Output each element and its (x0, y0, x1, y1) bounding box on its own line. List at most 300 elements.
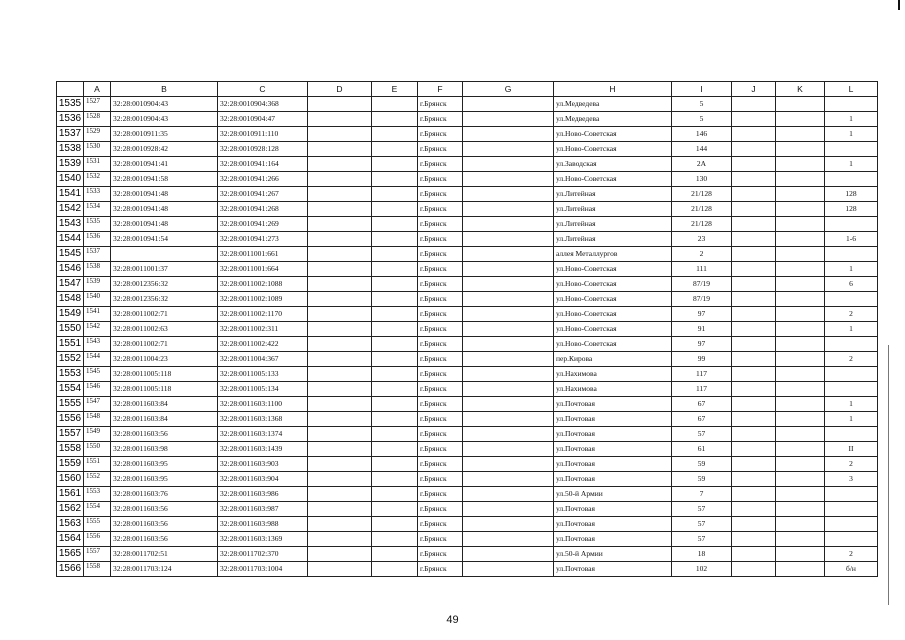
cell-c: 32:28:0010941:266 (218, 172, 308, 187)
cell-k (776, 247, 825, 262)
cell-e (372, 442, 418, 457)
cell-f: г.Брянск (418, 427, 463, 442)
cell-g (463, 217, 554, 232)
cell-a: 1546 (84, 382, 111, 397)
row-number: 1564 (57, 532, 84, 547)
cell-j (732, 232, 776, 247)
cell-h: ул.50-й Армии (554, 487, 672, 502)
table-row (57, 367, 878, 382)
cell-b: 32:28:0010941:58 (111, 172, 218, 187)
cell-c: 32:28:0011603:1374 (218, 427, 308, 442)
cell-h: ул.Почтовая (554, 532, 672, 547)
cell-g (463, 307, 554, 322)
cell-a: 1543 (84, 337, 111, 352)
cell-l: 2 (825, 547, 878, 562)
cell-b: 32:28:0012356:32 (111, 277, 218, 292)
cell-g (463, 292, 554, 307)
cell-e (372, 472, 418, 487)
row-number: 1552 (57, 352, 84, 367)
cell-i: 23 (672, 232, 732, 247)
cell-f: г.Брянск (418, 517, 463, 532)
cell-c: 32:28:0011603:1368 (218, 412, 308, 427)
cell-l: 128 (825, 187, 878, 202)
cell-k (776, 127, 825, 142)
row-number: 1536 (57, 112, 84, 127)
cell-i: 57 (672, 427, 732, 442)
cell-h: ул.Почтовая (554, 457, 672, 472)
cell-i: 18 (672, 547, 732, 562)
cell-a: 1532 (84, 172, 111, 187)
cell-a: 1548 (84, 412, 111, 427)
table-row (57, 457, 878, 472)
cell-g (463, 562, 554, 577)
cell-i: 59 (672, 457, 732, 472)
cell-l: б/н (825, 562, 878, 577)
cell-i: 117 (672, 367, 732, 382)
cell-l (825, 217, 878, 232)
cell-j (732, 547, 776, 562)
column-header: I (672, 82, 732, 97)
cell-f: г.Брянск (418, 142, 463, 157)
table-row (57, 382, 878, 397)
cell-d (308, 502, 372, 517)
cell-i: 97 (672, 337, 732, 352)
cell-k (776, 487, 825, 502)
cell-c: 32:28:0011002:1088 (218, 277, 308, 292)
table-row (57, 217, 878, 232)
cell-f: г.Брянск (418, 172, 463, 187)
cell-i: 146 (672, 127, 732, 142)
cell-i: 57 (672, 517, 732, 532)
cell-g (463, 142, 554, 157)
row-number: 1557 (57, 427, 84, 442)
cell-c: 32:28:0010941:268 (218, 202, 308, 217)
row-number: 1542 (57, 202, 84, 217)
table-row (57, 472, 878, 487)
cell-l: 1-6 (825, 232, 878, 247)
cell-c: 32:28:0010941:164 (218, 157, 308, 172)
cell-d (308, 532, 372, 547)
cell-b: 32:28:0010941:48 (111, 202, 218, 217)
cell-i: 87/19 (672, 277, 732, 292)
cell-e (372, 427, 418, 442)
cell-c: 32:28:0010941:273 (218, 232, 308, 247)
table-row (57, 532, 878, 547)
cell-l: 128 (825, 202, 878, 217)
cell-c: 32:28:0011603:986 (218, 487, 308, 502)
cell-h: ул.Почтовая (554, 412, 672, 427)
cell-e (372, 532, 418, 547)
cell-l (825, 487, 878, 502)
cell-f: г.Брянск (418, 412, 463, 427)
cell-a: 1544 (84, 352, 111, 367)
cell-d (308, 547, 372, 562)
cell-e (372, 307, 418, 322)
cell-j (732, 307, 776, 322)
cell-a: 1545 (84, 367, 111, 382)
cell-b: 32:28:0010928:42 (111, 142, 218, 157)
cell-k (776, 367, 825, 382)
cell-d (308, 397, 372, 412)
cell-f: г.Брянск (418, 277, 463, 292)
row-number: 1551 (57, 337, 84, 352)
cell-k (776, 442, 825, 457)
cell-a: 1540 (84, 292, 111, 307)
cell-l (825, 532, 878, 547)
row-number: 1537 (57, 127, 84, 142)
cell-d (308, 517, 372, 532)
cell-f: г.Брянск (418, 187, 463, 202)
cell-a: 1549 (84, 427, 111, 442)
row-number: 1541 (57, 187, 84, 202)
cell-k (776, 562, 825, 577)
cell-a: 1547 (84, 397, 111, 412)
row-number: 1559 (57, 457, 84, 472)
cell-h: ул.Почтовая (554, 562, 672, 577)
cell-c: 32:28:0011001:664 (218, 262, 308, 277)
cell-c: 32:28:0010941:269 (218, 217, 308, 232)
table-row (57, 442, 878, 457)
cell-d (308, 292, 372, 307)
cell-a: 1531 (84, 157, 111, 172)
table-row (57, 517, 878, 532)
cell-f: г.Брянск (418, 217, 463, 232)
table-row (57, 142, 878, 157)
cell-h: ул.Литейная (554, 202, 672, 217)
cell-f: г.Брянск (418, 502, 463, 517)
cell-g (463, 112, 554, 127)
cell-f: г.Брянск (418, 292, 463, 307)
table-row (57, 247, 878, 262)
cell-d (308, 457, 372, 472)
cell-e (372, 487, 418, 502)
column-header: D (308, 82, 372, 97)
cell-c: 32:28:0011002:422 (218, 337, 308, 352)
cell-f: г.Брянск (418, 322, 463, 337)
cell-g (463, 277, 554, 292)
cell-j (732, 337, 776, 352)
cell-i: 2 (672, 247, 732, 262)
cell-d (308, 322, 372, 337)
cell-b: 32:28:0011603:98 (111, 442, 218, 457)
cell-a: 1556 (84, 532, 111, 547)
cell-e (372, 262, 418, 277)
column-header: G (463, 82, 554, 97)
cell-a: 1553 (84, 487, 111, 502)
cell-g (463, 262, 554, 277)
cell-l (825, 172, 878, 187)
cell-f: г.Брянск (418, 472, 463, 487)
cell-e (372, 202, 418, 217)
cell-g (463, 172, 554, 187)
cell-j (732, 277, 776, 292)
cell-h: ул.Литейная (554, 232, 672, 247)
cell-i: 5 (672, 97, 732, 112)
cell-e (372, 352, 418, 367)
table-row (57, 562, 878, 577)
cell-e (372, 562, 418, 577)
row-number: 1548 (57, 292, 84, 307)
cell-e (372, 547, 418, 562)
cell-f: г.Брянск (418, 352, 463, 367)
cell-j (732, 142, 776, 157)
table-row (57, 277, 878, 292)
cell-e (372, 217, 418, 232)
cell-b: 32:28:0011702:51 (111, 547, 218, 562)
cell-f: г.Брянск (418, 202, 463, 217)
row-number: 1562 (57, 502, 84, 517)
row-number: 1561 (57, 487, 84, 502)
cell-j (732, 292, 776, 307)
cell-a: 1550 (84, 442, 111, 457)
column-header-row (57, 82, 878, 97)
table-row (57, 157, 878, 172)
cell-h: ул.Почтовая (554, 427, 672, 442)
cell-l (825, 292, 878, 307)
table-row (57, 187, 878, 202)
cell-g (463, 457, 554, 472)
cell-g (463, 232, 554, 247)
cell-a: 1529 (84, 127, 111, 142)
row-number: 1543 (57, 217, 84, 232)
cell-g (463, 472, 554, 487)
column-header: J (732, 82, 776, 97)
cell-f: г.Брянск (418, 382, 463, 397)
cell-j (732, 202, 776, 217)
cell-b: 32:28:0011002:71 (111, 307, 218, 322)
cell-j (732, 352, 776, 367)
cell-e (372, 232, 418, 247)
cell-e (372, 457, 418, 472)
cell-h: ул.Почтовая (554, 472, 672, 487)
cell-c: 32:28:0011603:903 (218, 457, 308, 472)
cell-a: 1542 (84, 322, 111, 337)
cell-k (776, 97, 825, 112)
cell-a: 1534 (84, 202, 111, 217)
cell-g (463, 502, 554, 517)
cell-d (308, 127, 372, 142)
cell-d (308, 367, 372, 382)
cell-c: 32:28:0011005:134 (218, 382, 308, 397)
cell-l: 1 (825, 127, 878, 142)
cell-j (732, 112, 776, 127)
row-number: 1546 (57, 262, 84, 277)
cell-e (372, 292, 418, 307)
cell-h: ул.Почтовая (554, 502, 672, 517)
cell-a: 1527 (84, 97, 111, 112)
cell-l: 1 (825, 322, 878, 337)
cell-h: ул.50-й Армии (554, 547, 672, 562)
row-number: 1560 (57, 472, 84, 487)
cell-i: 21/128 (672, 202, 732, 217)
cell-g (463, 517, 554, 532)
cell-e (372, 127, 418, 142)
cell-j (732, 382, 776, 397)
cell-c: 32:28:0011005:133 (218, 367, 308, 382)
row-number: 1544 (57, 232, 84, 247)
cell-k (776, 112, 825, 127)
row-number: 1545 (57, 247, 84, 262)
cell-c: 32:28:0011603:1369 (218, 532, 308, 547)
cell-h: ул.Ново-Советская (554, 262, 672, 277)
cell-j (732, 172, 776, 187)
column-header: E (372, 82, 418, 97)
page-number: 49 (446, 614, 459, 626)
cell-g (463, 187, 554, 202)
cell-b: 32:28:0011603:56 (111, 532, 218, 547)
cell-i: 5 (672, 112, 732, 127)
cell-k (776, 232, 825, 247)
cell-k (776, 547, 825, 562)
cell-f: г.Брянск (418, 112, 463, 127)
cell-c: 32:28:0011002:311 (218, 322, 308, 337)
cell-f: г.Брянск (418, 547, 463, 562)
cell-i: 21/128 (672, 217, 732, 232)
cell-k (776, 292, 825, 307)
cell-k (776, 472, 825, 487)
cell-f: г.Брянск (418, 232, 463, 247)
cell-k (776, 217, 825, 232)
table-row (57, 97, 878, 112)
cell-c: 32:28:0011001:661 (218, 247, 308, 262)
cell-i: 7 (672, 487, 732, 502)
row-number: 1558 (57, 442, 84, 457)
cell-h: ул.Медведева (554, 97, 672, 112)
cell-e (372, 157, 418, 172)
table-row (57, 427, 878, 442)
table-row (57, 502, 878, 517)
cell-d (308, 217, 372, 232)
cell-b: 32:28:0011603:95 (111, 457, 218, 472)
cell-k (776, 187, 825, 202)
cell-j (732, 187, 776, 202)
cell-i: 102 (672, 562, 732, 577)
cell-e (372, 277, 418, 292)
cell-b: 32:28:0011603:56 (111, 517, 218, 532)
row-number: 1547 (57, 277, 84, 292)
cell-d (308, 157, 372, 172)
cell-b (111, 247, 218, 262)
cell-g (463, 442, 554, 457)
cell-d (308, 307, 372, 322)
table-row (57, 487, 878, 502)
cell-b: 32:28:0010904:43 (111, 97, 218, 112)
cell-h: ул.Почтовая (554, 517, 672, 532)
cell-e (372, 502, 418, 517)
cell-b: 32:28:0012356:32 (111, 292, 218, 307)
cell-c: 32:28:0011603:1439 (218, 442, 308, 457)
cell-l (825, 367, 878, 382)
cell-l (825, 337, 878, 352)
cell-e (372, 142, 418, 157)
cell-d (308, 187, 372, 202)
cell-j (732, 532, 776, 547)
column-header: A (84, 82, 111, 97)
cell-j (732, 517, 776, 532)
cell-h: ул.Литейная (554, 217, 672, 232)
cell-c: 32:28:0010904:368 (218, 97, 308, 112)
cell-d (308, 352, 372, 367)
cell-l (825, 97, 878, 112)
cell-i: 99 (672, 352, 732, 367)
cell-a: 1554 (84, 502, 111, 517)
cell-k (776, 157, 825, 172)
cell-j (732, 562, 776, 577)
cell-e (372, 337, 418, 352)
cell-k (776, 307, 825, 322)
row-number: 1535 (57, 97, 84, 112)
table-row (57, 232, 878, 247)
cell-h: ул.Медведева (554, 112, 672, 127)
cell-k (776, 457, 825, 472)
row-number: 1566 (57, 562, 84, 577)
cell-j (732, 322, 776, 337)
cell-g (463, 382, 554, 397)
cell-i: 130 (672, 172, 732, 187)
scan-edge-line (888, 345, 889, 605)
cell-g (463, 427, 554, 442)
cell-f: г.Брянск (418, 457, 463, 472)
table-row (57, 112, 878, 127)
cell-k (776, 322, 825, 337)
cell-b: 32:28:0011005:118 (111, 382, 218, 397)
cell-h: ул.Ново-Советская (554, 307, 672, 322)
cell-h: ул.Ново-Советская (554, 322, 672, 337)
cell-d (308, 202, 372, 217)
table-row (57, 352, 878, 367)
cell-i: 61 (672, 442, 732, 457)
cell-i: 117 (672, 382, 732, 397)
table-row (57, 322, 878, 337)
cell-j (732, 412, 776, 427)
cell-d (308, 427, 372, 442)
cell-l: 2 (825, 307, 878, 322)
cell-d (308, 382, 372, 397)
cell-h: ул.Почтовая (554, 397, 672, 412)
cell-j (732, 442, 776, 457)
row-number: 1553 (57, 367, 84, 382)
cell-h: ул.Нахимова (554, 367, 672, 382)
cell-a: 1551 (84, 457, 111, 472)
cell-c: 32:28:0011702:370 (218, 547, 308, 562)
cell-b: 32:28:0010941:41 (111, 157, 218, 172)
cell-j (732, 457, 776, 472)
column-header: K (776, 82, 825, 97)
cell-k (776, 397, 825, 412)
cell-a: 1537 (84, 247, 111, 262)
row-number: 1554 (57, 382, 84, 397)
cell-e (372, 397, 418, 412)
cell-d (308, 112, 372, 127)
cell-g (463, 127, 554, 142)
cell-l (825, 502, 878, 517)
column-header: C (218, 82, 308, 97)
cell-g (463, 202, 554, 217)
cell-k (776, 337, 825, 352)
cell-i: 57 (672, 532, 732, 547)
row-number: 1556 (57, 412, 84, 427)
cell-a: 1528 (84, 112, 111, 127)
cell-b: 32:28:0010941:54 (111, 232, 218, 247)
cell-f: г.Брянск (418, 562, 463, 577)
cell-d (308, 487, 372, 502)
cell-j (732, 262, 776, 277)
cell-b: 32:28:0011002:71 (111, 337, 218, 352)
cell-g (463, 322, 554, 337)
cell-c: 32:28:0011603:904 (218, 472, 308, 487)
scan-edge-mark (898, 0, 900, 10)
cell-h: ул.Ново-Советская (554, 277, 672, 292)
